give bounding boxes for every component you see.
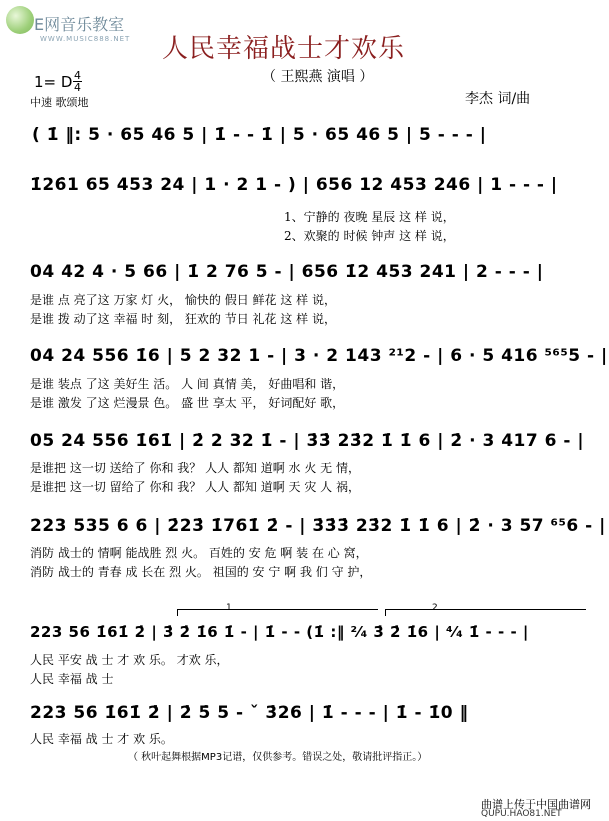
key-signature: 1= D: [34, 73, 73, 91]
tempo-marking: 中速 歌颂地: [30, 96, 89, 109]
volta-bracket-2: [385, 609, 586, 616]
volta-bracket-1: [177, 609, 378, 616]
score-row-4-lyric-2: 是谁 激发 了这 烂漫景 色。 盛 世 享太 平， 好词配好 歌，: [30, 396, 345, 410]
score-row-1-notes: ( 1̇ ‖: 5 · 65 46 5 | 1̇ - - 1̇ | 5 · 65 46 5 | 5 - - - |: [32, 125, 487, 145]
score-row-7-lyric-2: 人民 幸福 战 士: [30, 672, 114, 686]
score-row-2-lyric-2: 2、欢聚的 时候 钟声 这 样 说，: [284, 229, 455, 243]
score-row-3-lyric-2: 是谁 拨 动了这 幸福 时 刻， 狂欢的 节日 礼花 这 样 说，: [30, 312, 336, 326]
upload-credit: 曲谱上传于中国曲谱网: [481, 798, 591, 811]
score-row-5-lyric-2: 是谁把 这一切 留给了 你和 我？ 人人 都知 道啊 天 灾 人 祸，: [30, 480, 360, 494]
score-row-6-notes: 223 535 6 6 | 2̇23̇ 1̇761̇ 2̇ - | 3̇3̇3̇ 23̇2 1̇ 1̇ 6 | 2̇ · 3 57 ⁶⁵6 - |: [30, 516, 606, 536]
logo-badge-icon: [6, 6, 34, 34]
score-row-2-notes: 1̇26̇1 65 453 24 | 1 · 2 1 - ) | 656 12 453 246 | 1 - - - |: [30, 175, 558, 195]
score-row-8-notes: 223 56 1̇61̇ 2̇ | 2̇ 5̇ 5 - ˇ 3̇26 | 1̇ - - - | 1̇ - 1̇0 ‖: [30, 703, 469, 723]
volta-number-1: 1: [226, 603, 232, 613]
score-row-5-lyric-1: 是谁把 这一切 送给了 你和 我？ 人人 都知 道啊 水 火 无 情，: [30, 461, 360, 475]
singer-credit: （ 王熙燕 演唱 ）: [262, 69, 374, 85]
time-signature-top: 4: [74, 69, 81, 82]
volta-number-2: 2: [432, 603, 438, 613]
score-row-2-lyric-1: 1、宁静的 夜晚 星辰 这 样 说，: [284, 210, 455, 224]
score-row-7-lyric-1: 人民 平安 战 士 才 欢 乐。 才欢 乐，: [30, 653, 229, 667]
transcriber-note: （ 秋叶起舞根据MP3记谱，仅供参考。错误之处，敬请批评指正。）: [128, 752, 428, 763]
score-row-6-lyric-2: 消防 战士的 青春 成 长在 烈 火。 祖国的 安 宁 啊 我 们 守 护，: [30, 565, 372, 579]
score-row-3-lyric-1: 是谁 点 亮了这 万家 灯 火， 愉快的 假日 鲜花 这 样 说，: [30, 293, 336, 307]
upload-credit-url: QUPU.HAO81.NET: [481, 809, 562, 819]
score-row-4-notes: 04 24 556 1̇6 | 5 2 32 1 - | 3 · 2 143 ²¹2 - | 6 · 5 416 ⁵⁶⁵5 - |: [30, 346, 608, 366]
site-logo-text: E网音乐教室: [34, 15, 125, 34]
score-row-3-notes: 04 42 4 · 5 66 | 1̇ 2 76 5 - | 656 1̇2 453 241 | 2 - - - |: [30, 262, 544, 282]
author-credit: 李杰 词/曲: [465, 91, 531, 107]
score-row-7-notes: 223 56 1̇61̇ 2̇ | 3̇ 2̇ 1̇6 1̇ - | 1̇ - - (1̇ :‖ ²⁄₄ 3̇ 2̇ 1̇6 | ⁴⁄₄ 1̇ - - - |: [30, 623, 529, 641]
song-title: 人民幸福战士才欢乐: [162, 34, 406, 64]
score-row-4-lyric-1: 是谁 装点 了这 美好生 活。 人 间 真情 美， 好曲唱和 谐，: [30, 377, 345, 391]
site-logo-subtext: WWW.MUSIC888.NET: [40, 35, 131, 43]
score-row-6-lyric-1: 消防 战士的 情啊 能战胜 烈 火。 百姓的 安 危 啊 装 在 心 窝，: [30, 546, 368, 560]
score-row-8-lyric-1: 人民 幸福 战 士 才 欢 乐。: [30, 732, 173, 746]
score-row-5-notes: 05 24 556 1̇61̇ | 2̇ 2 32 1̇ - | 3̇3̇ 23̇2 1̇ 1̇ 6 | 2̇ · 3 417 6 - |: [30, 431, 585, 451]
time-signature-bottom: 4: [74, 81, 81, 94]
time-signature: [73, 70, 82, 93]
